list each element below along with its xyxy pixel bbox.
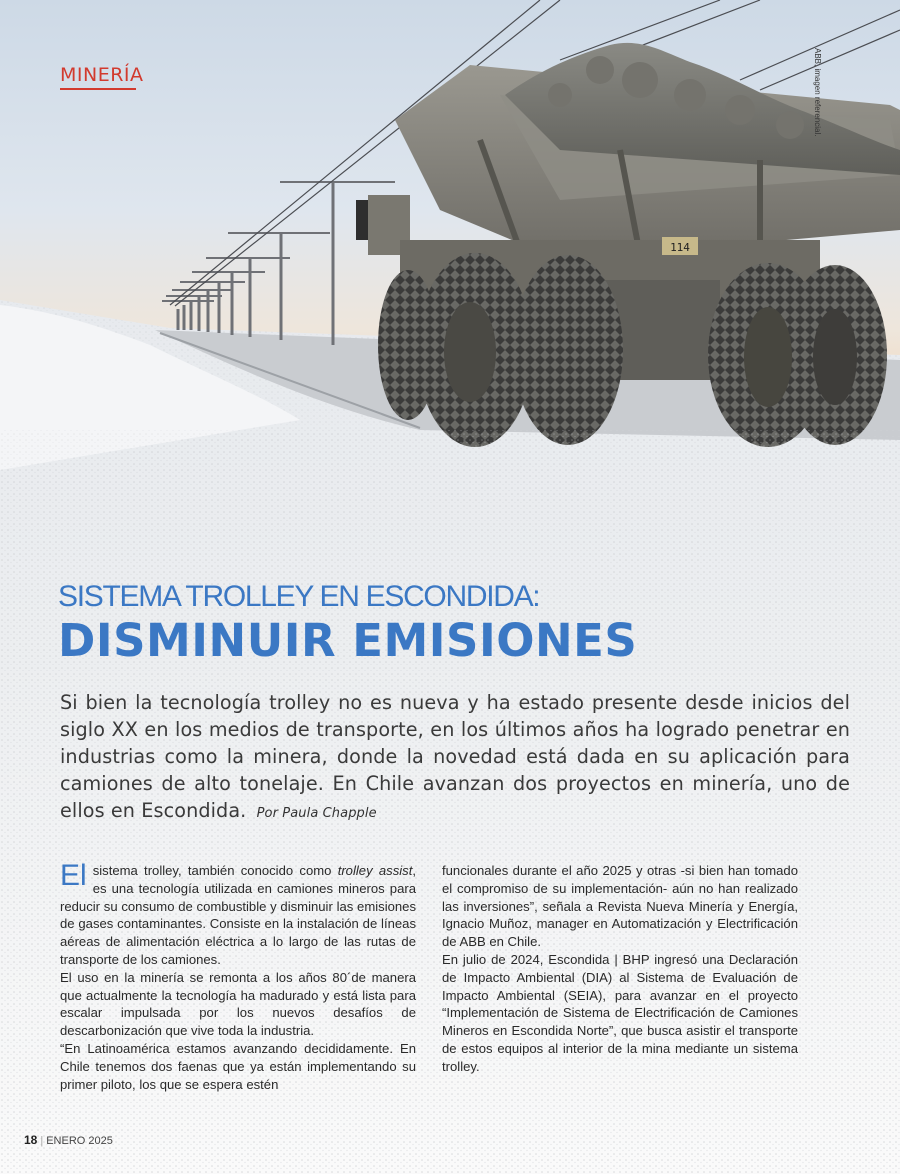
- issue-date: ENERO 2025: [46, 1135, 113, 1147]
- section-label: MINERÍA: [60, 64, 144, 86]
- photo-credit: [812, 48, 824, 138]
- body-text: sistema trolley, también conocido como: [92, 863, 338, 878]
- article-headline: DISMINUIR EMISIONES: [58, 614, 638, 667]
- truck-number: 114: [670, 241, 690, 254]
- page-number: 18: [24, 1133, 38, 1147]
- body-paragraph: El uso en la minería se remonta a los años 80´de manera que actualmente la tecnología ha madurado y está lista para escalar impulsada por los nuevos desafíos de descarbonización que vive toda la industria.: [60, 969, 416, 1039]
- footer-separator: |: [40, 1135, 44, 1147]
- byline: Por Paula Chapple: [256, 806, 377, 821]
- body-paragraph: “En Latinoamérica estamos avanzando decididamente. En Chile tenemos dos faenas que ya están implementando su primer piloto, los que se espera estén: [60, 1040, 416, 1092]
- article-lead: [60, 689, 850, 827]
- body-text: , es una tecnología utilizada en camiones mineros para reducir su consumo de combustible y disminuir las emisiones de gases contaminantes. Consiste en la instalación de líneas aéreas de alimentación eléctrica a lo largo de las rutas de transporte de los camiones.: [60, 863, 416, 967]
- section-underline: [60, 88, 136, 90]
- body-paragraph: [60, 859, 416, 969]
- article-kicker: SISTEMA TROLLEY EN ESCONDIDA:: [58, 580, 540, 613]
- page-footer: [24, 1133, 113, 1147]
- body-column-right: [442, 862, 798, 1076]
- body-paragraph: En julio de 2024, Escondida | BHP ingresó una Declaración de Impacto Ambiental (DIA) al Sistema de Evaluación de Impacto Ambiental (SEIA), para avanzar en el proyecto “Implementación de Sistema de Electrificación de Camiones Mineros en Escondida Norte”, que busca asistir el transporte de estos equipos al interior de la mina mediante un sistema trolley.: [442, 951, 798, 1074]
- body-paragraph: funcionales durante el año 2025 y otras -si bien han tomado el compromiso de su implementación- aún no han realizado las inversiones”, señala a Revista Nueva Minería y Energía, Ignacio Muñoz, manager en Automatización y Electrificación de ABB en Chile.: [442, 863, 798, 950]
- photo-credit-text: ABB, imagen referencial.: [813, 48, 822, 137]
- section-tag: [60, 64, 144, 90]
- body-text-italic: trolley assist: [337, 863, 413, 878]
- body-column-left: [60, 859, 416, 1093]
- drop-cap: El: [60, 859, 87, 892]
- lead-text: Si bien la tecnología trolley no es nueva y ha estado presente desde inicios del siglo XX en los medios de transporte, en los últimos años ha logrado penetrar en industrias como la minera, donde la novedad está dada en su aplicación para camiones de alto tonelaje. En Chile avanzan dos proyectos en minería, uno de ellos en Escondida.: [60, 691, 850, 822]
